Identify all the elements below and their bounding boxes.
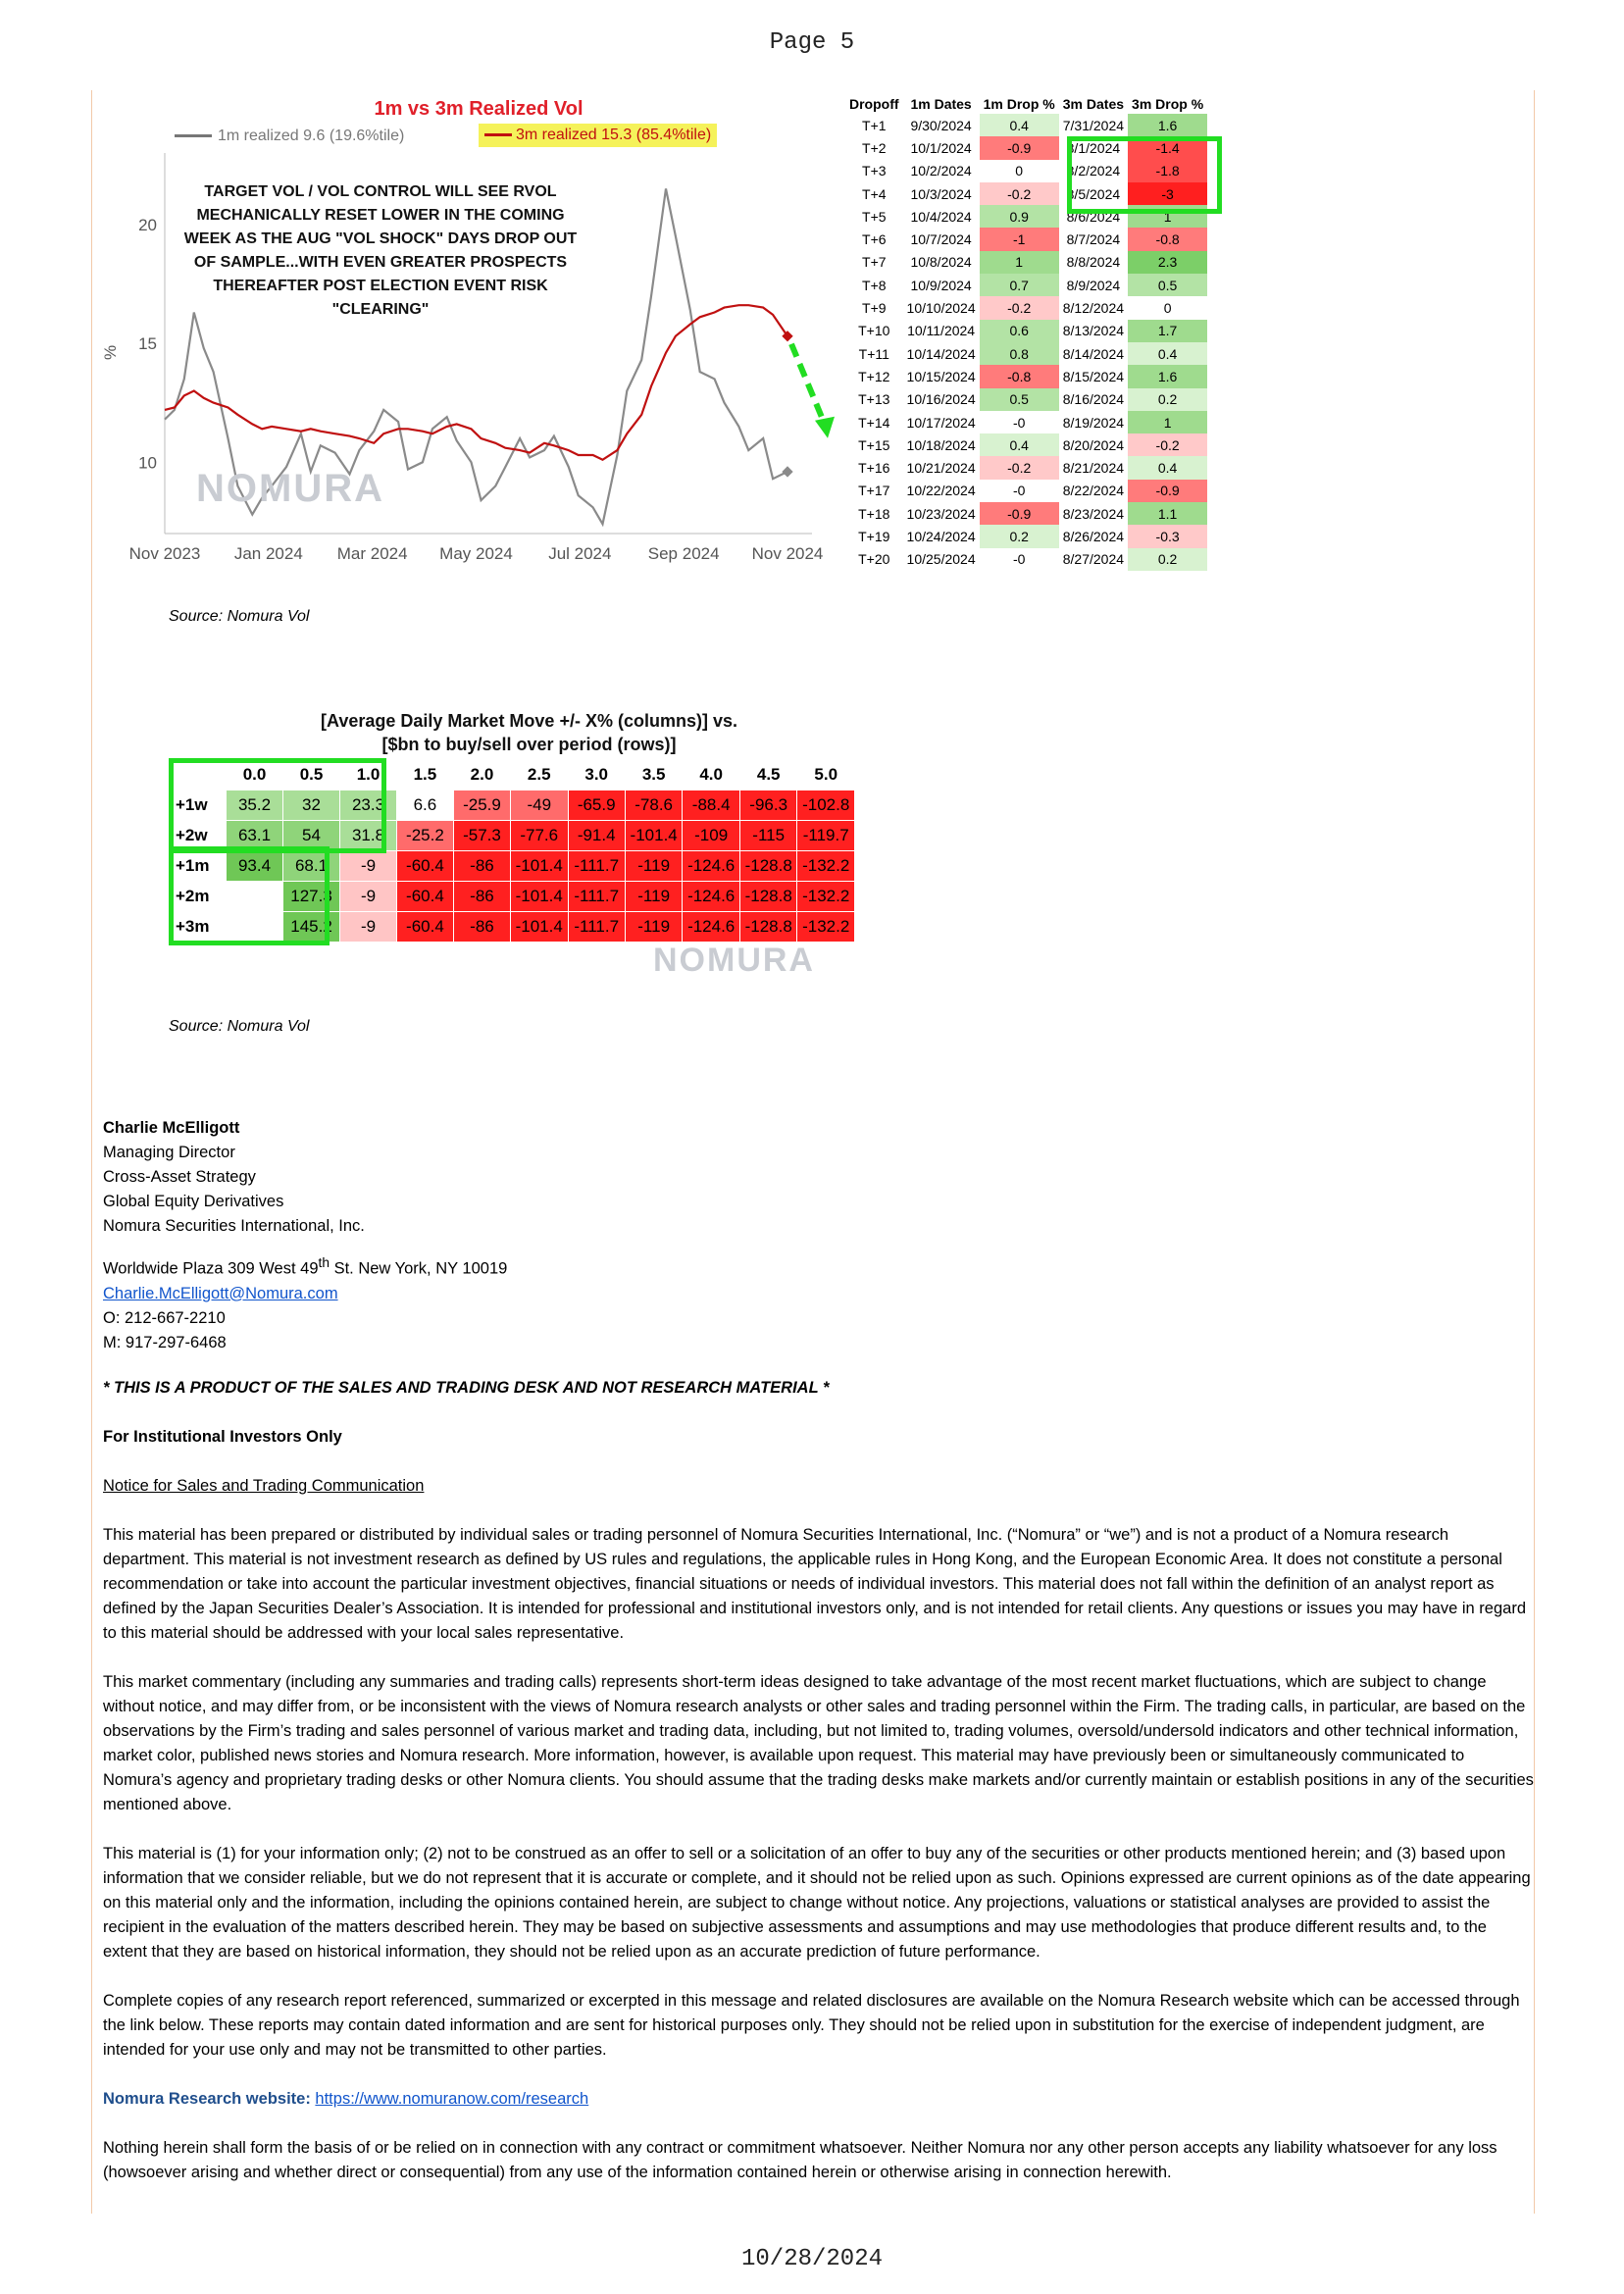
heatmap-cell: 31.8: [340, 821, 397, 851]
date-1m-cell: 10/21/2024: [906, 460, 976, 477]
dropoff-cell: T+16: [858, 460, 890, 477]
heatmap-column-header: 3.5: [641, 765, 666, 784]
heatmap-column-header: 1.0: [356, 765, 381, 784]
highlight-box-positive-bottom: [169, 846, 330, 945]
date-3m-cell: 8/9/2024: [1066, 277, 1121, 293]
x-tick-label: Sep 2024: [647, 544, 720, 563]
heatmap-cell: -9: [340, 851, 397, 882]
table-row: [845, 114, 1207, 136]
heatmap-cell: -102.8: [797, 790, 855, 821]
heatmap-column-header: 1.5: [413, 765, 437, 784]
date-1m-cell: 10/8/2024: [910, 254, 972, 271]
drop-1m-cell: 0: [980, 160, 1059, 182]
heatmap-row-label: +2w: [170, 821, 227, 851]
heatmap-cell: 127.3: [282, 882, 339, 912]
drop-1m-cell: 0.5: [980, 388, 1059, 411]
address-text-end: St. New York, NY 10019: [329, 1259, 508, 1278]
heatmap-cell: 93.4: [227, 851, 283, 882]
drop-3m-cell: 1.1: [1128, 502, 1207, 525]
x-tick-label: Nov 2024: [751, 544, 824, 563]
table-row: [845, 251, 1207, 274]
chart-title: 1m vs 3m Realized Vol: [374, 98, 584, 120]
nomura-watermark: NOMURA: [196, 467, 384, 510]
date-3m-cell: 8/15/2024: [1062, 368, 1125, 384]
heatmap-column-header: 2.0: [470, 765, 494, 784]
heatmap-cell: -57.3: [453, 821, 510, 851]
drop-3m-cell: 2.3: [1128, 251, 1207, 274]
date-3m-cell: 7/31/2024: [1062, 117, 1125, 133]
date-1m-cell: 10/1/2024: [910, 139, 972, 156]
disclaimer-paragraph-4: Complete copies of any research report referenced, summarized or excerpted in this message and related disclosures are available on the Nomura Research website which can be accessed through the link below. These reports may contain dated information and are sent for historical purposes only. They should not be relied upon in substitution for the exercise of independent judgment, are intended for your use only and may not be transmitted to other parties.: [103, 1991, 1520, 2059]
y-axis-label: %: [101, 344, 120, 360]
table-row: [845, 228, 1207, 250]
dropoff-cell: T+12: [858, 368, 890, 384]
flow-heatmap: [169, 706, 855, 991]
heatmap-title-line1: [Average Daily Market Move +/- X% (columns)] vs.: [321, 711, 737, 731]
heatmap-cell: -86: [453, 912, 510, 943]
drop-3m-cell: -1.4: [1128, 136, 1207, 159]
table-row: [845, 480, 1207, 502]
contact-title-1: Managing Director: [103, 1144, 235, 1161]
drop-1m-cell: 1: [980, 251, 1059, 274]
heatmap-row-label: +1w: [170, 790, 227, 821]
date-1m-cell: 10/14/2024: [906, 345, 976, 362]
heatmap-column-header: 4.0: [699, 765, 723, 784]
heatmap-cell: -25.9: [453, 790, 510, 821]
heatmap-column-header: 5.0: [814, 765, 838, 784]
date-1m-cell: 10/17/2024: [906, 414, 976, 431]
heatmap-cell: 32: [282, 790, 339, 821]
drop-3m-cell: -0.9: [1128, 480, 1207, 502]
heatmap-cell: -101.4: [510, 851, 568, 882]
dropoff-cell: T+8: [862, 277, 887, 293]
date-3m-cell: 8/14/2024: [1062, 345, 1125, 362]
date-1m-cell: 10/16/2024: [906, 391, 976, 408]
legend-1m-label: 1m realized 9.6 (19.6%tile): [218, 127, 405, 144]
dropoff-cell: T+1: [862, 117, 887, 133]
date-3m-cell: 8/6/2024: [1066, 208, 1121, 225]
drop-1m-cell: 0.9: [980, 205, 1059, 228]
address-text: Worldwide Plaza 309 West 49: [103, 1259, 319, 1278]
table-row: [845, 502, 1207, 525]
disclaimer-paragraph-5: Nothing herein shall form the basis of or be relied on in connection with any contract or commitment whatsoever. Neither Nomura nor any other person accepts any liability whatsoever for any loss (howsoever arising and whether direct or consequential) from any use of the information contained herein or otherwise arising in connection herewith.: [103, 2138, 1497, 2181]
drop-3m-cell: -0.8: [1128, 228, 1207, 250]
heatmap-cell: -132.2: [797, 851, 855, 882]
date-3m-cell: 8/22/2024: [1062, 483, 1125, 499]
table-row: [845, 433, 1207, 456]
heatmap-cell: -9: [340, 912, 397, 943]
address-sup: th: [318, 1255, 330, 1270]
drop-1m-cell: -1: [980, 228, 1059, 250]
y-tick-label: 10: [138, 453, 157, 473]
drop-3m-cell: 1.7: [1128, 320, 1207, 342]
dropoff-header-row: [845, 94, 1207, 114]
drop-1m-cell: 0.8: [980, 342, 1059, 365]
drop-3m-cell: -1.8: [1128, 160, 1207, 182]
drop-3m-cell: -3: [1128, 182, 1207, 205]
drop-3m-cell: 0.5: [1128, 274, 1207, 296]
drop-1m-cell: -0: [980, 480, 1059, 502]
heatmap-cell: -124.6: [683, 882, 740, 912]
drop-1m-cell: -0: [980, 548, 1059, 571]
dropoff-column-header: Dropoff: [849, 96, 899, 112]
heatmap-cell: -25.2: [396, 821, 453, 851]
heatmap-cell: 63.1: [227, 821, 283, 851]
date-3m-cell: 8/19/2024: [1062, 414, 1125, 431]
date-3m-cell: 8/27/2024: [1062, 551, 1125, 568]
heatmap-cell: -96.3: [739, 790, 797, 821]
drop-1m-cell: -0.8: [980, 365, 1059, 387]
y-tick-label: 20: [138, 215, 157, 234]
date-1m-cell: 10/15/2024: [906, 368, 976, 384]
heatmap-cell: -86: [453, 851, 510, 882]
heatmap-row-label: +3m: [170, 912, 227, 943]
heatmap-cell: 54: [282, 821, 339, 851]
highlight-box-positive-top: [169, 758, 386, 853]
source-caption-2: Source: Nomura Vol: [169, 1018, 310, 1035]
drop-1m-cell: -0.9: [980, 136, 1059, 159]
contact-title-2: Cross-Asset Strategy: [103, 1168, 256, 1186]
dropoff-cell: T+6: [862, 231, 887, 248]
heatmap-cell: -111.7: [568, 851, 625, 882]
heatmap-cell: -124.6: [683, 912, 740, 943]
contact-name: Charlie McElligott: [103, 1119, 240, 1137]
heatmap-title: [169, 709, 889, 756]
date-1m-cell: 10/9/2024: [910, 277, 972, 293]
date-1m-cell: 10/4/2024: [910, 208, 972, 225]
dropoff-cell: T+17: [858, 483, 890, 499]
table-row: [845, 525, 1207, 547]
drop-1m-cell: 0.2: [980, 525, 1059, 547]
date-3m-cell: 8/7/2024: [1066, 231, 1121, 248]
date-1m-cell: 9/30/2024: [910, 117, 972, 133]
website-label: Nomura Research website:: [103, 2089, 311, 2108]
date-1m-cell: 10/11/2024: [907, 323, 976, 339]
date-3m-cell: 8/1/2024: [1066, 139, 1121, 156]
dropoff-cell: T+7: [862, 254, 887, 271]
heatmap-cell: -119.7: [797, 821, 855, 851]
series-1m-end-marker: [782, 466, 792, 477]
dropoff-cell: T+2: [862, 139, 887, 156]
dropoff-cell: T+10: [858, 323, 890, 339]
heatmap-cell: -101.4: [510, 912, 568, 943]
contact-title-3: Global Equity Derivatives: [103, 1193, 284, 1210]
legend-3m-label: 3m realized 15.3 (85.4%tile): [516, 127, 712, 143]
date-1m-cell: 10/22/2024: [906, 483, 976, 499]
drop-1m-cell: 0.4: [980, 433, 1059, 456]
dropoff-cell: T+18: [858, 505, 890, 522]
highlight-box-3m: [1067, 136, 1222, 214]
heatmap-cell: -128.8: [739, 882, 797, 912]
heatmap-cell: 35.2: [227, 790, 283, 821]
drop-1m-cell: -0.2: [980, 296, 1059, 319]
disclaimer-paragraph-2: This market commentary (including any summaries and trading calls) represents short-term ideas designed to take advantage of the most recent market fluctuations, which are subject to change without notice, and may differ from, or be inconsistent with the views of Nomura research analysts or other sales and trading personnel within the Firm. The trading calls, in particular, are based on the observations by the Firm’s trading and sales personnel of various market and trading data, including, but not limited to, trading volumes, oversold/undersold indicators and other technical information, market color, published news stories and Nomura research. More information, however, is available upon request. This material may have previously been or simultaneously communicated to Nomura’s agency and proprietary trading desks or other Nomura clients. You should assume that the trading desks make markets and/or currently maintain or establish positions in any of the securities mentioned above.: [103, 1672, 1534, 1813]
date-3m-cell: 8/26/2024: [1062, 528, 1125, 544]
projection-arrow: [791, 344, 825, 425]
heatmap-cell: 68.1: [282, 851, 339, 882]
x-tick-label: Mar 2024: [336, 544, 408, 563]
date-3m-cell: 8/20/2024: [1062, 436, 1125, 453]
drop-1m-cell: 0.4: [980, 114, 1059, 136]
heatmap-cell: -132.2: [797, 882, 855, 912]
page-header: Page 5: [769, 29, 855, 56]
table-row: [845, 548, 1207, 571]
table-row: [845, 388, 1207, 411]
heatmap-title-line2: [$bn to buy/sell over period (rows)]: [381, 735, 677, 754]
date-1m-cell: 10/23/2024: [906, 505, 976, 522]
heatmap-cell: -60.4: [396, 912, 453, 943]
x-tick-label: May 2024: [439, 544, 513, 563]
heatmap-column-header: 2.5: [527, 765, 551, 784]
heatmap-cell: -91.4: [568, 821, 625, 851]
date-3m-cell: 8/2/2024: [1066, 163, 1121, 179]
table-row: [845, 456, 1207, 479]
research-website-link[interactable]: https://www.nomuranow.com/research: [315, 2089, 589, 2108]
dropoff-cell: T+13: [858, 391, 890, 408]
date-3m-cell: 8/8/2024: [1066, 254, 1121, 271]
heatmap-cell: -111.7: [568, 882, 625, 912]
vol-line-plot: [101, 94, 832, 585]
drop-3m-cell: -0.3: [1128, 525, 1207, 547]
date-3m-cell: 8/12/2024: [1062, 300, 1125, 317]
contact-email-link[interactable]: Charlie.McElligott@Nomura.com: [103, 1284, 338, 1302]
source-caption-1: Source: Nomura Vol: [169, 608, 310, 625]
drop-3m-cell: 1.6: [1128, 365, 1207, 387]
date-3m-cell: 8/5/2024: [1066, 185, 1121, 202]
heatmap-cell: -124.6: [683, 851, 740, 882]
nomura-watermark-2: NOMURA: [653, 942, 815, 979]
contact-address: [103, 1250, 1535, 1282]
dropoff-cell: T+9: [862, 300, 887, 317]
date-3m-cell: 8/21/2024: [1062, 460, 1125, 477]
date-1m-cell: 10/25/2024: [906, 551, 976, 568]
drop-3m-cell: 1: [1128, 205, 1207, 228]
heatmap-cell: -119: [625, 912, 683, 943]
drop-3m-cell: -0.2: [1128, 433, 1207, 456]
date-1m-cell: 10/10/2024: [906, 300, 976, 317]
dropoff-column-header: 1m Drop %: [983, 96, 1055, 112]
heatmap-cell: -60.4: [396, 882, 453, 912]
x-tick-label: Jul 2024: [548, 544, 612, 563]
realized-vol-chart: [101, 94, 832, 585]
sales-trading-banner: * THIS IS A PRODUCT OF THE SALES AND TRADING DESK AND NOT RESEARCH MATERIAL *: [103, 1378, 830, 1397]
table-row: [845, 320, 1207, 342]
heatmap-cell: -128.8: [739, 912, 797, 943]
date-1m-cell: 10/2/2024: [910, 163, 972, 179]
heatmap-column-header: 4.5: [756, 765, 781, 784]
table-row: [845, 365, 1207, 387]
dropoff-cell: T+3: [862, 163, 887, 179]
drop-1m-cell: -0.2: [980, 456, 1059, 479]
date-1m-cell: 10/24/2024: [906, 528, 976, 544]
heatmap-cell: -60.4: [396, 851, 453, 882]
dropoff-cell: T+15: [858, 436, 890, 453]
drop-3m-cell: 0.2: [1128, 548, 1207, 571]
heatmap-cell: -65.9: [568, 790, 625, 821]
heatmap-row-label: +1m: [170, 851, 227, 882]
heatmap-cell: -111.7: [568, 912, 625, 943]
table-row: [845, 296, 1207, 319]
contact-mobile-phone: M: 917-297-6468: [103, 1333, 227, 1351]
drop-1m-cell: 0.7: [980, 274, 1059, 296]
date-1m-cell: 10/18/2024: [906, 436, 976, 453]
heatmap-cell: -77.6: [510, 821, 568, 851]
heatmap-cell: -101.4: [510, 882, 568, 912]
contact-company: Nomura Securities International, Inc.: [103, 1217, 365, 1235]
dropoff-cell: T+19: [858, 528, 890, 544]
drop-1m-cell: -0: [980, 411, 1059, 433]
x-tick-label: Nov 2023: [128, 544, 201, 563]
drop-3m-cell: 0.4: [1128, 456, 1207, 479]
x-tick-label: Jan 2024: [233, 544, 303, 563]
drop-3m-cell: 1: [1128, 411, 1207, 433]
date-3m-cell: 8/13/2024: [1062, 323, 1125, 339]
disclaimer-paragraph-1: This material has been prepared or distributed by individual sales or trading personnel of Nomura Securities International, Inc. (“Nomura” or “we”) and is not a product of a Nomura research department. This material is not investment research as defined by US rules and regulations, the applicable rules in Hong Kong, and the European Economic Area. It does not constitute a personal recommendation or take into account the particular investment objectives, financial situations or needs of individual investors. This material does not fall within the definition of an analyst report as defined by the Japan Securities Dealer’s Association. It is intended for professional and institutional investors only, and is not intended for retail clients. Any questions or issues you may have in regard to this material should be addressed with your local sales representative.: [103, 1525, 1526, 1642]
heatmap-cell: -78.6: [625, 790, 683, 821]
drop-1m-cell: -0.2: [980, 182, 1059, 205]
heatmap-cell: -109: [683, 821, 740, 851]
dropoff-cell: T+5: [862, 208, 887, 225]
heatmap-cell: -119: [625, 882, 683, 912]
heatmap-cell: -101.4: [625, 821, 683, 851]
drop-1m-cell: 0.6: [980, 320, 1059, 342]
dropoff-column-header: 3m Drop %: [1132, 96, 1204, 112]
y-tick-label: 15: [138, 334, 157, 353]
table-row: [845, 411, 1207, 433]
heatmap-cell: 23.3: [340, 790, 397, 821]
dropoff-column-header: 1m Dates: [910, 96, 972, 112]
notice-heading: Notice for Sales and Trading Communication: [103, 1476, 425, 1495]
date-1m-cell: 10/7/2024: [910, 231, 972, 248]
heatmap-cell: -119: [625, 851, 683, 882]
contact-office-phone: O: 212-667-2210: [103, 1308, 226, 1327]
research-website-line: [103, 2087, 1535, 2112]
heatmap-cell: -88.4: [683, 790, 740, 821]
drop-3m-cell: 1.6: [1128, 114, 1207, 136]
date-3m-cell: 8/23/2024: [1062, 505, 1125, 522]
drop-1m-cell: -0.9: [980, 502, 1059, 525]
table-row: [845, 274, 1207, 296]
heatmap-cell: -128.8: [739, 851, 797, 882]
heatmap-column-header: 0.5: [299, 765, 324, 784]
chart-annotation: TARGET VOL / VOL CONTROL WILL SEE RVOL MECHANICALLY RESET LOWER IN THE COMING WEEK AS THE AUG "VOL SHOCK" DAYS DROP OUT OF SAMPLE...WITH EVEN GREATER PROSPECTS THEREAFTER POST ELECTION EVENT RISK "CLEARING": [183, 183, 578, 318]
dropoff-cell: T+4: [862, 185, 887, 202]
heatmap-cell: -132.2: [797, 912, 855, 943]
body-text: [103, 1116, 1535, 2185]
heatmap-cell: -9: [340, 882, 397, 912]
heatmap-cell: 145.2: [282, 912, 339, 943]
dropoff-cell: T+14: [858, 414, 890, 431]
heatmap-cell: 6.6: [396, 790, 453, 821]
heatmap-cell: -86: [453, 882, 510, 912]
page-footer-date: 10/28/2024: [740, 2246, 884, 2272]
heatmap-row-label: +2m: [170, 882, 227, 912]
table-row: [845, 342, 1207, 365]
date-1m-cell: 10/3/2024: [910, 185, 972, 202]
heatmap-cell: -49: [510, 790, 568, 821]
drop-3m-cell: 0: [1128, 296, 1207, 319]
drop-3m-cell: 0.4: [1128, 342, 1207, 365]
institutional-notice: For Institutional Investors Only: [103, 1427, 342, 1446]
date-3m-cell: 8/16/2024: [1062, 391, 1125, 408]
drop-3m-cell: 0.2: [1128, 388, 1207, 411]
dropoff-column-header: 3m Dates: [1062, 96, 1125, 112]
heatmap-column-header: 3.0: [584, 765, 609, 784]
disclaimer-paragraph-3: This material is (1) for your information only; (2) not to be construed as an offer to sell or a solicitation of an offer to buy any of the securities or other products mentioned herein; and (3) based upon information that we consider reliable, but we do not represent that it is accurate or complete, and it should not be relied upon as such. Opinions expressed are current opinions as of the date appearing on this material only and the information, including the opinions contained herein, are subject to change without notice. Any projections, valuations or statistical analyses are provided to assist the recipient in the evaluation of the matters described herein. They may be based on subjective assessments and assumptions and may use methodologies that produce different results and, to the extent that they are based on historical information, they should not be relied upon as an accurate prediction of future performance.: [103, 1844, 1531, 1961]
dropoff-cell: T+11: [858, 345, 889, 362]
dropoff-cell: T+20: [858, 551, 890, 568]
heatmap-cell: -115: [739, 821, 797, 851]
heatmap-column-header: 0.0: [242, 765, 267, 784]
